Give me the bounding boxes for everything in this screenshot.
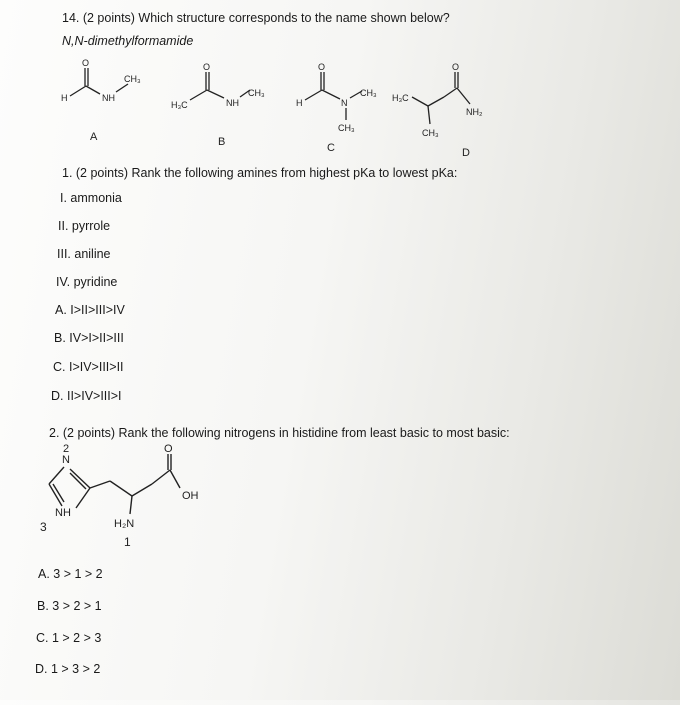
n2-label: N [62, 454, 70, 466]
question-14-prompt: 14. (2 points) Which structure corresponds to the name shown below? [62, 11, 450, 25]
c-h-label: H [296, 98, 303, 108]
q1-item-1: I. ammonia [60, 191, 122, 205]
a-h-label: H [61, 93, 68, 103]
q1-choice-a: A. I>II>III>IV [55, 303, 125, 317]
b-nh-label: NH [226, 98, 239, 108]
q2-choice-d: D. 1 > 3 > 2 [35, 662, 101, 676]
compound-name: N,N-dimethylformamide [62, 34, 194, 48]
d-nh2-label: NH₂ [466, 107, 483, 117]
n1-h2n-label: H₂N [114, 518, 135, 530]
d-ch3-label: CH₃ [422, 128, 439, 138]
n3-number: 3 [40, 520, 47, 534]
d-h3c-label: H₃C [392, 93, 409, 103]
b-ch3-label: CH₃ [248, 88, 265, 98]
q1-item-4: IV. pyridine [56, 275, 118, 289]
question-2-prompt: 2. (2 points) Rank the following nitrogens in histidine from least basic to most basic: [49, 426, 510, 440]
question-1-prompt: 1. (2 points) Rank the following amines from highest pKa to lowest pKa: [62, 166, 458, 180]
a-o-label: O [82, 58, 90, 68]
b-h3c-label: H₃C [171, 100, 188, 110]
option-c-label: C [327, 142, 335, 154]
n2-number: 2 [63, 443, 70, 455]
c-o-label: O [318, 62, 326, 72]
b-o-label: O [203, 62, 211, 72]
option-b-label: B [218, 136, 226, 148]
option-a-label: A [90, 131, 98, 143]
option-d-label: D [462, 147, 470, 159]
c-n-label: N [341, 98, 348, 108]
q2-choice-a: A. 3 > 1 > 2 [38, 567, 103, 581]
n1-number: 1 [124, 535, 131, 549]
q1-choice-d: D. II>IV>III>I [51, 389, 122, 403]
n3-nh-label: NH [55, 507, 71, 519]
q2-choice-c: C. 1 > 2 > 3 [36, 631, 102, 645]
q1-choice-c: C. I>IV>III>II [53, 360, 124, 374]
q1-item-3: III. aniline [57, 247, 111, 261]
c-ch3-label: CH₃ [360, 88, 377, 98]
a-ch3-label: CH₃ [124, 74, 141, 84]
oh-label: OH [182, 490, 199, 502]
c-ch3-label-2: CH₃ [338, 123, 355, 133]
a-nh-label: NH [102, 93, 115, 103]
q1-choice-b: B. IV>I>II>III [54, 331, 124, 345]
q2-choice-b: B. 3 > 2 > 1 [37, 599, 102, 613]
carbonyl-o-label: O [164, 443, 173, 455]
q1-item-2: II. pyrrole [58, 219, 111, 233]
d-o-label: O [452, 62, 460, 72]
